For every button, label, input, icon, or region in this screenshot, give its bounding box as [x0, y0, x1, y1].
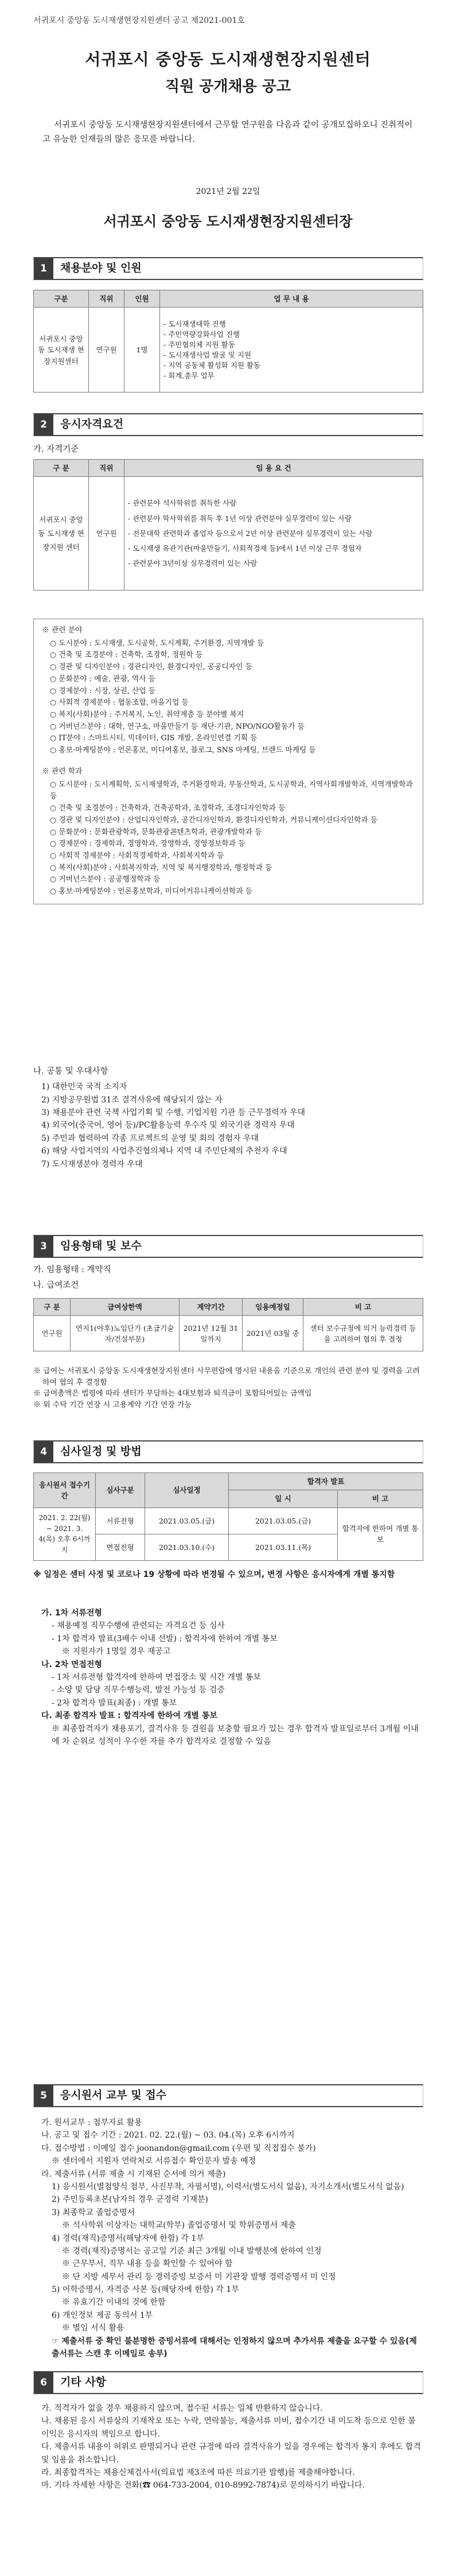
section-label: 심사일정 및 방법 [60, 1445, 142, 1458]
list-item: 2) 주민등록초본(남자의 경우 군경력 기재분) [52, 2195, 209, 2205]
section-number: 1 [34, 258, 53, 279]
list-item: ○ 도시분야 : 도시재생, 도시공학, 도시계획, 주거환경, 지역개발 등 [50, 639, 264, 648]
table-header-row [34, 460, 423, 477]
list-item: ※ 석사학위 이상자는 대학교(학부) 졸업증명서 및 학위증명서 제출 [62, 2221, 296, 2231]
recruit-table [33, 290, 423, 393]
list-item: - 관련분야 3년이상 실무경력이 있는 사람 [128, 559, 258, 568]
qualification-table [33, 459, 423, 590]
list-item: 나. 2차 면접전형 [41, 1660, 102, 1669]
list-item: ○ 건축 및 조경분야 : 건축학, 조경학, 정원학 등 [50, 651, 203, 660]
list-item: ○ 건축 및 조경분야 : 건축학과, 건축공학과, 조경학과, 조경디자인학과 등 [50, 804, 286, 813]
table-header: 비 고 [303, 1299, 423, 1316]
title-block [0, 47, 456, 99]
list-item: - 도시재생사업 발굴 및 지원 [163, 350, 251, 359]
subsection-heading: 가. 임용형태 : 계약직 [33, 1265, 111, 1275]
table-cell: 2021.03.11.(목) [229, 1534, 338, 1560]
salary-notes [33, 1366, 423, 1411]
notice-number: 서귀포시 중앙동 도시재생현장지원센터 공고 제2021-001호 [33, 16, 245, 25]
list-item: 가. 1차 서류전형 [41, 1608, 102, 1618]
list-item: 1) 대한민국 국적 소지자 [41, 1082, 127, 1092]
table-row [34, 1507, 423, 1534]
table-cell: 센터 보수규정에 의거 능력경력 등을 고려하여 협의 후 결정 [303, 1316, 423, 1351]
list-item: ※ 지원자가 1명일 경우 재공고 [62, 1647, 171, 1657]
list-item: 다. 접수방법 : 이메일 접수 joonandon@gmail.com (우편 및 직접접수 불가) [41, 2143, 316, 2153]
list-item: 3) 최종학교 졸업증명서 [52, 2208, 135, 2217]
table-header: 구분 [34, 290, 89, 308]
list-item: ※ 별임 서식 활용 [62, 2324, 124, 2333]
table-cell: 2021년 12월 31일까지 [180, 1316, 243, 1351]
table-header: 일 시 [229, 1490, 338, 1507]
section-2-subtitle-a [33, 443, 423, 458]
list-item: ○ 경관 및 디자인분야 : 경관디자인, 환경디자인, 공공디자인 등 [50, 663, 252, 672]
section-4-title [33, 1440, 423, 1463]
note: ※ 급여는 서귀포시 중앙동 도시재생현장지원센터 사무편람에 명시된 내용을 기준으로 개인의 관련 분야 및 경력을 고려하여 협의 후 결정함 [33, 1367, 420, 1387]
schedule-table [33, 1472, 423, 1561]
table-cell: 2021.03.05.(금) [229, 1507, 338, 1534]
subsection-heading: 가. 자격기준 [33, 445, 79, 454]
list-item: 라. 제출서류 (서류 제출 시 기재된 순서에 의거 제출) [41, 2169, 226, 2179]
requirement-list-cell [124, 477, 423, 590]
salary-table [33, 1298, 423, 1351]
list-item: 3) 채용분야 관련 국책 사업기획 및 수행, 기업지원 기관 등 근무경력자 우대 [41, 1108, 305, 1117]
list-item: - 회계,총무 업무 [163, 371, 215, 380]
notice-date: 2021년 2월 22일 [196, 187, 260, 196]
list-item: 7) 도시재생분야 경력자 우대 [41, 1159, 143, 1169]
section-number: 4 [34, 1442, 53, 1462]
subsection-heading: 나. 공통 및 우대사항 [33, 1067, 108, 1076]
warning-text: ※ 일정은 센터 사정 및 코로나 19 상황에 따라 변경될 수 있으며, 변경 사항은 응시자에게 개별 통지함 [33, 1570, 395, 1579]
list-item: - 주민협의체 지원 활동 [163, 340, 235, 349]
table-header: 직위 [89, 290, 124, 308]
list-item: 5) 주민과 협력하여 각종 프로젝트의 운영 및 회의 경험자 우대 [41, 1133, 259, 1143]
list-item: 마. 기타 자세한 사항은 전화(☎ 064-733-2004, 010-8992-7874)로 문의하시기 바랍니다. [41, 2481, 365, 2490]
table-cell: 2021.03.10.(수) [145, 1534, 229, 1560]
list-item: - 1차 서류전형 합격자에 한하여 면접장소 및 시간 개별 통보 [52, 1672, 261, 1682]
list-item: ○ 경관 및 디자인분야 : 산업디자인학과, 공간디자인학과, 환경디자인학과, 커뮤니케이션디자인학과 등 [50, 815, 378, 825]
screening-steps [33, 1607, 423, 1748]
list-item: 4) 경력(재직)증명서(해당자에 한함) 각 1부 [52, 2233, 204, 2243]
table-cell: 서귀포시 중앙동 도시재생 현장지원 센터 [34, 477, 89, 590]
duty-list [163, 319, 419, 382]
table-cell: 서귀포시 중앙동 도시재생 현장지원센터 [34, 308, 89, 393]
list-item: - 지역 공동체 활성화 지원 활동 [163, 361, 260, 370]
table-header: 비 고 [338, 1490, 423, 1507]
note: ※ 위 수탁 기간 연장 시 고용계약 기간 연장 가능 [33, 1400, 192, 1409]
list-item: ○ 사회적 경제분야 : 사회적경제학과, 사회복지학과 등 [50, 851, 224, 860]
list-item: 나. 채용된 응시 서류상의 기재착오 또는 누락, 연락불능, 제출서류 미비, 접수기간 내 미도착 등으로 인한 불이익은 응시자의 책임으로 합니다. [41, 2416, 416, 2439]
table-header: 구 분 [34, 1299, 71, 1316]
table-header: 계약기간 [180, 1299, 243, 1316]
list-item: ○ 문화분야 : 문화관광학과, 문화관광콘텐츠학과, 관광개발학과 등 [50, 827, 262, 837]
list-item: ※ 최종합격자가 채용포기, 결격사유 등 결원을 보충할 필요가 있는 경우 합격자 발표일로부터 3개월 이내에 차 순위로 성적이 우수한 자를 추가 합격자로 결정할 수 있음 [52, 1724, 419, 1746]
list-item: ※ 경력(재직)증명서는 공고일 기준 최근 3개월 이내 발행분에 한하여 인정 [62, 2246, 322, 2256]
list-item: 다. 최종 합격자 발표 : 합격자에 한하여 개별 통보 [41, 1711, 217, 1721]
table-header: 합격자 발표 [229, 1473, 423, 1490]
table-cell: 서류전형 [96, 1507, 145, 1534]
note: ※ 급여총액은 법령에 따라 센터가 부담하는 4대보험과 퇴직금이 포함되어있는 금액임 [33, 1389, 312, 1398]
section-3-subtitles [33, 1264, 423, 1295]
section-label: 응시자격요건 [60, 418, 124, 431]
duty-list-cell [160, 308, 423, 393]
list-item: 5) 어학증명서, 자격증 사본 등(해당자에 한함) 각 1부 [52, 2285, 239, 2295]
list-item: - 관련분야 석사학위를 취득한 사람 [128, 499, 237, 508]
box-heading: ※ 관련 분야 [42, 626, 83, 635]
list-item: ☞ 제출서류 중 확인 불분명한 증빙서류에 대해서는 인정하지 않으며 추가서류 제출을 요구할 수 있음(제출서류는 스캔 후 이메일로 송부) [52, 2336, 417, 2359]
table-cell: 연지1(야후)노임단가 (초급기술자/건설부문) [71, 1316, 180, 1351]
list-item: ○ 문화분야 : 예술, 관광, 역사 등 [50, 674, 155, 683]
related-fields-box [33, 619, 423, 904]
section-number: 3 [34, 1236, 53, 1257]
table-cell: 2021년 03월 중 [243, 1316, 303, 1351]
table-cell: 2021. 2. 22(월) ~ 2021. 3. 4(목) 오후 6시까지 [34, 1507, 96, 1560]
list-item: - 1차 합격자 발표(3배수 이내 선발) : 합격자에 한하여 개별 통보 [52, 1634, 278, 1643]
list-item: 나. 공고 및 접수 기간 : 2021. 02. 22.(월) ~ 03. 04.(목) 오후 6시까지 [41, 2131, 295, 2140]
list-item: 6) 개인정보 제공 동의서 1부 [52, 2310, 153, 2320]
table-cell: 면접전형 [96, 1534, 145, 1560]
table-row [34, 477, 423, 590]
box-heading: ※ 관련 학과 [42, 767, 83, 776]
list-item: ※ 센터에서 지원자 연락처로 서류접수 확인문자 발송 예정 [52, 2157, 256, 2166]
list-item: ○ 복지(사회)분야 : 사회복지학과, 지역 및 복지행정학과, 행정학과 등 [50, 863, 272, 872]
list-item: - 채용예정 직무수행에 관련되는 자격요건 등 심사 [52, 1621, 225, 1631]
table-header: 임 용 요 건 [124, 460, 423, 477]
list-item: ※ 근무부서, 직무 내용 등을 확인할 수 있어야 함 [62, 2259, 233, 2269]
list-item: 가. 적격자가 없을 경우 채용하지 않으며, 접수된 서류는 일체 반환하지 않습니다. [41, 2404, 323, 2413]
table-header: 인원 [124, 290, 160, 308]
intro-text: 서귀포시 중앙동 도시재생현장지원센터에서 근무할 연구원을 다음과 같이 공개모집하오니 진취적이고 유능한 인재들의 많은 응모를 바랍니다. [42, 121, 413, 144]
table-header: 임용예정일 [243, 1299, 303, 1316]
table-cell: 연구원 [89, 477, 124, 590]
issuer: 서귀포시 중앙동 도시재생현장지원센터장 [103, 213, 353, 230]
section-number: 6 [34, 2372, 53, 2393]
list-item: 2) 지방공무원법 31조 결격사유에 해당되지 않는 자 [41, 1095, 223, 1105]
page-title: 서귀포시 중앙동 도시재생현장지원센터 [85, 50, 371, 69]
section-label: 기타 사항 [60, 2376, 107, 2389]
section-3-title [33, 1235, 423, 1258]
list-item: ○ IT분야 : 스마트시티, 빅데이터, GIS 개발, 온라인연결 기획 등 [50, 734, 258, 743]
page-subtitle: 직원 공개채용 공고 [165, 78, 291, 96]
requirement-list [128, 496, 419, 571]
table-header: 급여상한액 [71, 1299, 180, 1316]
section-label: 채용분야 및 인원 [60, 262, 142, 275]
list-item: 다. 제출서류 내용이 허위로 판명되거나 관련 규정에 따라 결격사유가 있을 경우에는 합격자 통지 후에도 합격 및 임용을 취소합니다. [41, 2442, 421, 2465]
section-number: 5 [34, 2085, 53, 2106]
application-items [33, 2116, 423, 2360]
section-6-title [33, 2371, 423, 2394]
section-1-title [33, 257, 423, 280]
list-item: ○ 도시분야 : 도시계획학, 도시재생학과, 주거환경학과, 부동산학과, 도시공학과, 지역사회개발학과, 지역개발학과 등 [50, 780, 413, 801]
list-item: - 도시재생 유관기관(마을만들기, 사회적경제 등)에서 1년 이상 근무 경험자 [128, 544, 362, 553]
subsection-heading: 나. 급여조건 [33, 1281, 79, 1291]
common-requirements [33, 1065, 423, 1171]
list-item: - 소양 및 담당 직무수행능력, 발전 가능성 등 검증 [52, 1685, 225, 1695]
table-header-row [34, 290, 423, 308]
list-item: ○ 복지(사회)분야 : 주거복지, 노인, 취약계층 등 분야별 복지 [50, 710, 244, 720]
list-item: ○ 홍보·마케팅분야 : 언론홍보학과, 미디어커뮤니케이션학과 등 [50, 887, 252, 896]
list-item: 6) 해당 사업지역의 사업추진협의체나 지역 내 주민단체의 추천자 우대 [41, 1147, 287, 1156]
table-header-row [34, 1473, 423, 1490]
list-item: ○ 사회적 경제분야 : 협동조합, 마을기업 등 [50, 698, 189, 708]
table-cell: 2021.03.05.(금) [145, 1507, 229, 1534]
list-item: ○ 경제분야 : 경제학과, 경영학과, 경영학과, 경영정보학과 등 [50, 840, 245, 849]
section-label: 임용형태 및 보수 [60, 1240, 142, 1253]
list-item: - 도시재생대학 진행 [163, 319, 226, 328]
section-2-title [33, 413, 423, 436]
table-header: 업 무 내 용 [160, 290, 423, 308]
list-item: ○ 거버넌스분야 : 대학, 연구소, 마을만들기 등 재단·기관, NPO/NGO활동가 등 [50, 722, 305, 731]
list-item: 라. 최종합격자는 채용신체검사서(의료법 제3조에 따른 의료기관 발행)를 제출해야합니다. [41, 2468, 355, 2477]
table-cell: 합격자에 한하여 개별 통보 [338, 1507, 423, 1560]
table-row [34, 1316, 423, 1351]
table-row [34, 308, 423, 393]
table-header: 직위 [89, 460, 124, 477]
table-header: 응시원서 접수기간 [34, 1473, 96, 1508]
table-header: 구 분 [34, 460, 89, 477]
list-item: ※ 유효기간 이내의 것에 한함 [62, 2298, 166, 2307]
list-item: - 관련분야 학사학위를 취득 후 1년 이상 관련분야 실무경력이 있는 사람 [128, 514, 352, 523]
list-item: - 주민역량강화사업 진행 [163, 329, 240, 339]
table-header-row [34, 1299, 423, 1316]
list-item: ※ 단 지방 세무서 관리 등 경력증빙 보증서 미 기관장 발행 경력증명서 미 인정 [62, 2272, 336, 2282]
list-item: 가. 원서교부 : 첨부자료 활용 [41, 2118, 142, 2127]
list-item: - 2차 합격자 발표(최종) : 개별 통보 [52, 1698, 177, 1708]
table-cell: 연구원 [34, 1316, 71, 1351]
table-header: 심사구분 [96, 1473, 145, 1508]
list-item: ○ 거버넌스분야 : 공공행정학과 등 [50, 875, 161, 884]
list-item: 4) 외국어(중국어, 영어 등)/PC활용능력 우수자 및 외국기관 경력자 우대 [41, 1121, 295, 1130]
section-number: 2 [34, 414, 53, 435]
list-item: ○ 경제분야 : 시장, 상권, 산업 등 [50, 686, 155, 696]
table-cell: 1명 [124, 308, 160, 393]
list-item: - 전문대학 관련학과 졸업자 등으로서 2년 이상 관련분야 실무경력이 있는 사람 [128, 529, 373, 538]
other-items [33, 2402, 423, 2492]
list-item: ○ 홍보·마케팅분야 : 언론홍보, 미디어홍보, 블로그, SNS 마케팅, 브랜드 마케팅 등 [50, 746, 316, 755]
list-item: 1) 응시원서(별첨양식 첨부, 사진부착, 자필서명), 이력서(별도서식 없음), 자기소개서(별도서식 없음) [52, 2182, 404, 2192]
table-cell: 연구원 [89, 308, 124, 393]
section-5-title [33, 2084, 423, 2107]
schedule-warning [33, 1569, 423, 1582]
table-header: 심사일정 [145, 1473, 229, 1508]
section-label: 응시원서 교부 및 접수 [60, 2089, 167, 2102]
